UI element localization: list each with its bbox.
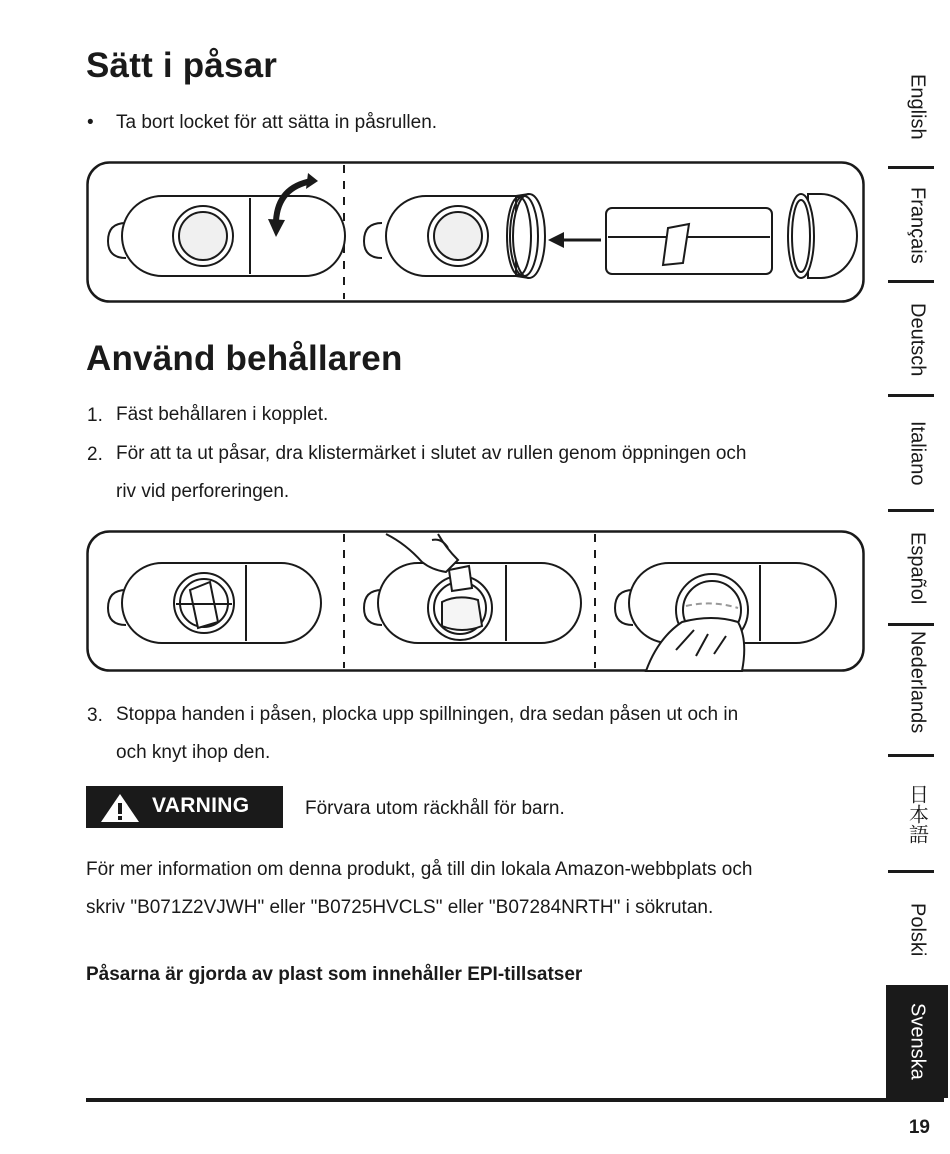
warning-badge bbox=[86, 786, 283, 828]
step-3-number: 3. bbox=[87, 705, 103, 726]
language-tab-label: Italiano bbox=[906, 421, 929, 486]
figure-insert-roll bbox=[86, 161, 865, 303]
bullet-text-remove-lid: Ta bort locket för att sätta in påsrullen. bbox=[116, 112, 438, 133]
figure-pull-bag bbox=[86, 530, 865, 672]
heading-insert-bags: Sätt i påsar bbox=[86, 46, 278, 85]
language-tab-label: Svenska bbox=[906, 1003, 929, 1080]
language-tabs bbox=[886, 50, 948, 1098]
warning-triangle-icon bbox=[99, 792, 141, 824]
language-tab-japanese[interactable] bbox=[886, 757, 948, 870]
language-tab-label: Français bbox=[906, 187, 929, 264]
language-tab-english[interactable] bbox=[886, 50, 948, 163]
language-tab-label: 日本語 bbox=[905, 783, 928, 844]
warning-text: Förvara utom räckhåll för barn. bbox=[305, 798, 565, 819]
step-2-text-line-2: riv vid perforeringen. bbox=[116, 481, 290, 502]
language-tab-label: Nederlands bbox=[906, 631, 929, 734]
step-2-number: 2. bbox=[87, 444, 103, 465]
dispenser-window-inner bbox=[179, 212, 227, 260]
step-3-text-line-1: Stoppa handen i påsen, plocka upp spillningen, dra sedan påsen ut och in bbox=[116, 704, 739, 725]
language-tab-label: Polski bbox=[906, 902, 929, 957]
language-tab-nederlands[interactable] bbox=[886, 626, 948, 739]
step-1-text: Fäst behållaren i kopplet. bbox=[116, 404, 329, 425]
sticker-pulled bbox=[449, 566, 472, 591]
illustration-pull-bag bbox=[86, 530, 865, 672]
language-tab-svenska[interactable] bbox=[886, 985, 948, 1098]
dispenser-opening-rings bbox=[513, 194, 545, 278]
language-tab-italiano[interactable] bbox=[886, 397, 948, 510]
bag-emerging bbox=[442, 597, 482, 630]
bullet-marker: • bbox=[87, 112, 94, 133]
info-text-line-2: skriv "B071Z2VJWH" eller "B0725HVCLS" eller "B07284NRTH" i sökrutan. bbox=[86, 897, 714, 918]
heading-use-container: Använd behållaren bbox=[86, 339, 403, 378]
material-note: Påsarna är gjorda av plast som innehåller EPI-tillsatser bbox=[86, 964, 583, 985]
language-tab-polski[interactable] bbox=[886, 873, 948, 986]
dispenser-closed bbox=[108, 196, 345, 276]
roll-body bbox=[606, 208, 772, 274]
warning-label: VARNING bbox=[152, 794, 250, 817]
language-tab-espanol[interactable] bbox=[886, 512, 948, 625]
step-2-text-line-1: För att ta ut påsar, dra klistermärket i slutet av rullen genom öppningen och bbox=[116, 443, 747, 464]
dispenser-lid bbox=[788, 194, 857, 278]
page-number: 19 bbox=[908, 1117, 930, 1138]
bag-roll bbox=[606, 208, 772, 274]
info-text-line-1: För mer information om denna produkt, gå till din lokala Amazon-webbplats och bbox=[86, 859, 753, 880]
language-tab-label: Español bbox=[906, 532, 929, 605]
language-tab-francais[interactable] bbox=[886, 169, 948, 282]
footer-rule bbox=[86, 1098, 944, 1102]
language-tab-label: English bbox=[906, 73, 929, 140]
step-3-text-line-2: och knyt ihop den. bbox=[116, 742, 271, 763]
language-tab-label: Deutsch bbox=[906, 302, 929, 377]
language-tab-deutsch[interactable] bbox=[886, 283, 948, 396]
step-1-number: 1. bbox=[87, 405, 103, 426]
illustration-insert-roll bbox=[86, 161, 865, 303]
dispenser-with-sticker bbox=[108, 563, 321, 643]
